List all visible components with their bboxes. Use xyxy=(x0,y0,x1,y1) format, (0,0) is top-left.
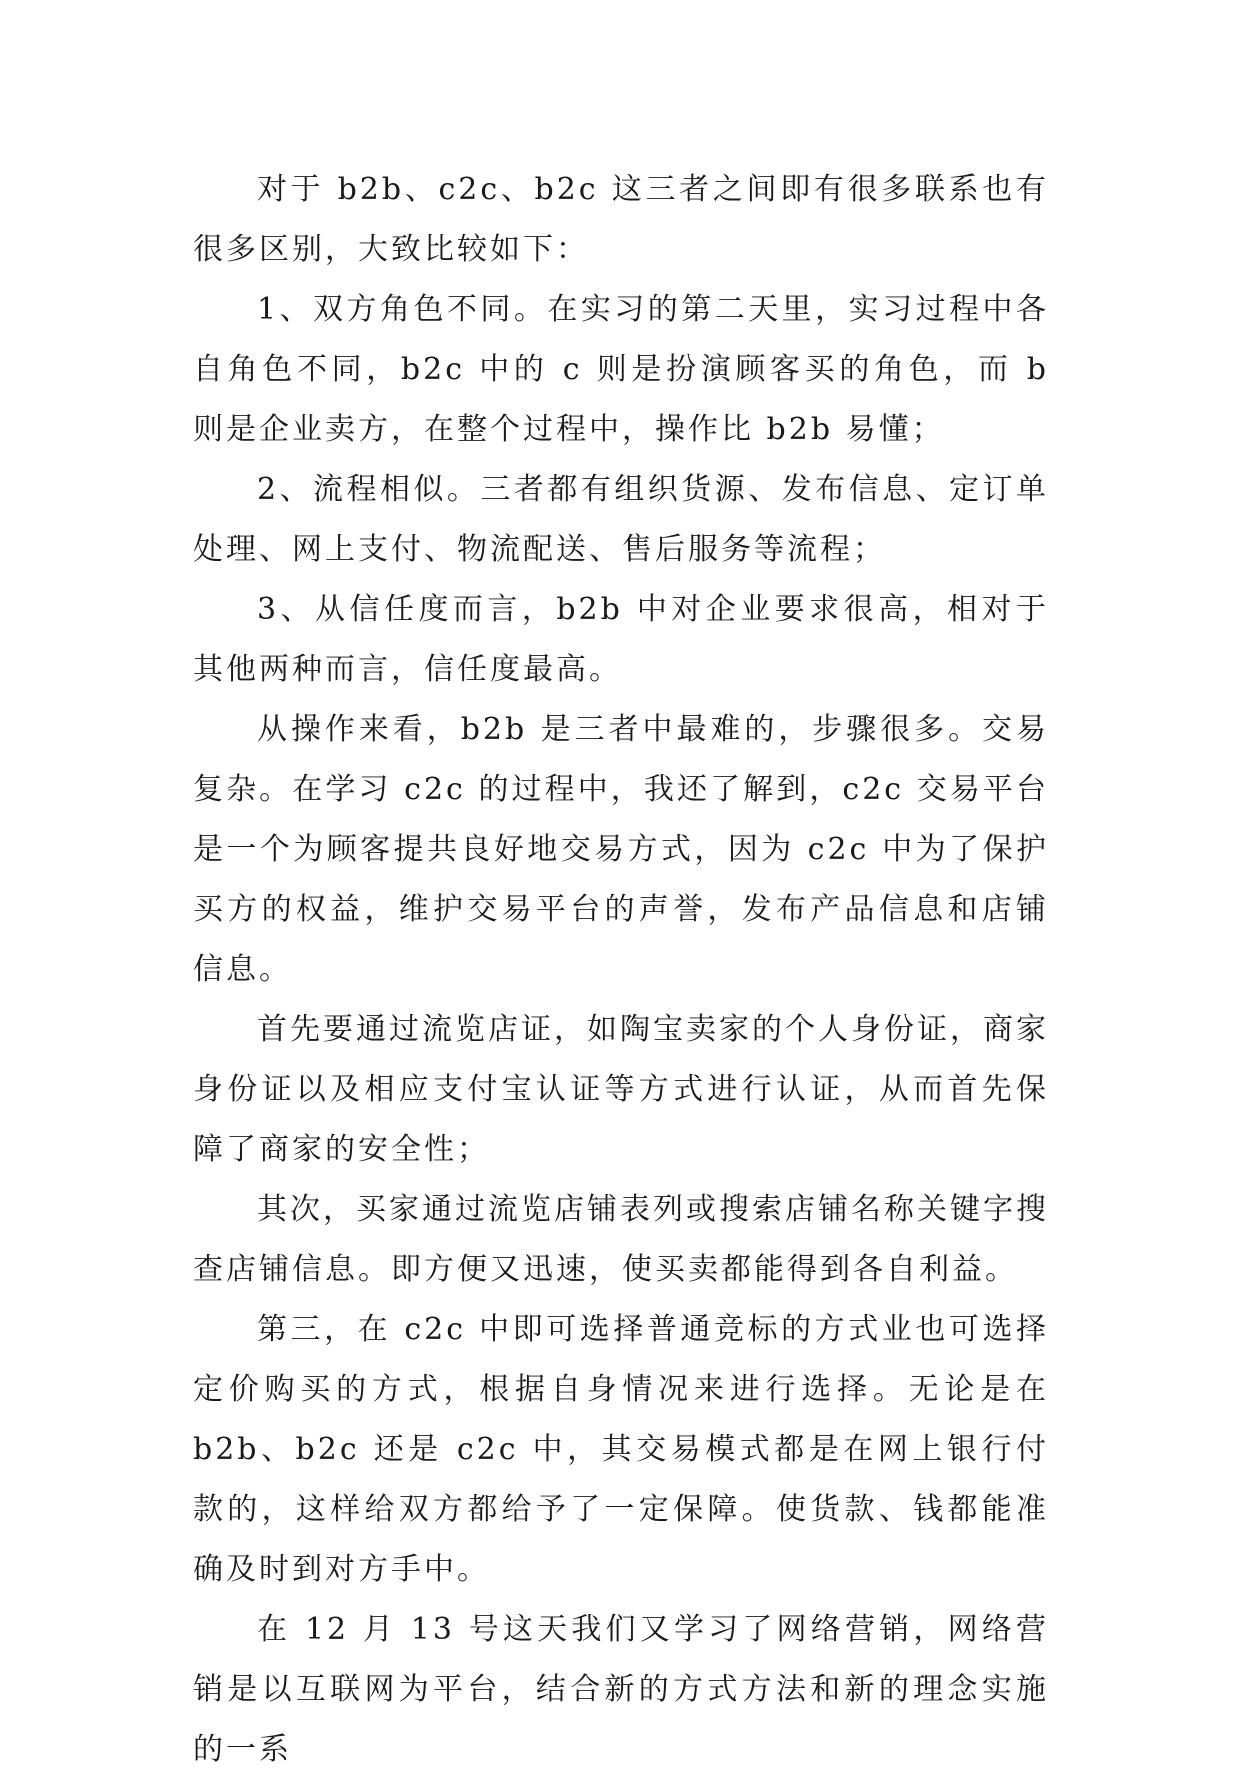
paragraph: 首先要通过流览店证，如陶宝卖家的个人身份证，商家身份证以及相应支付宝认证等方式进行认证，从而首先保障了商家的安全性； xyxy=(193,1012,1049,1167)
document-body xyxy=(193,160,1049,1780)
paragraph: 2、流程相似。三者都有组织货源、发布信息、定订单处理、网上支付、物流配送、售后服务等流程； xyxy=(193,472,1049,567)
paragraph: 第三，在 c2c 中即可选择普通竞标的方式业也可选择定价购买的方式，根据自身情况来进行选择。无论是在 b2b、b2c 还是 c2c 中，其交易模式都是在网上银行付款的，这样给双方都给予了一定保障。使货款、钱都能准确及时到对方手中。 xyxy=(193,1312,1049,1587)
paragraph: 1、双方角色不同。在实习的第二天里，实习过程中各自角色不同，b2c 中的 c 则是扮演顾客买的角色，而 b 则是企业卖方，在整个过程中，操作比 b2b 易懂； xyxy=(193,292,1049,447)
paragraph: 从操作来看，b2b 是三者中最难的，步骤很多。交易复杂。在学习 c2c 的过程中，我还了解到，c2c 交易平台是一个为顾客提共良好地交易方式，因为 c2c 中为了保护买方的权益，维护交易平台的声誉，发布产品信息和店铺信息。 xyxy=(193,712,1049,987)
paragraph: 其次，买家通过流览店铺表列或搜索店铺名称关键字搜查店铺信息。即方便又迅速，使买卖都能得到各自利益。 xyxy=(193,1192,1049,1287)
paragraph: 在 12 月 13 号这天我们又学习了网络营销，网络营销是以互联网为平台，结合新的方式方法和新的理念实施的一系 xyxy=(193,1612,1049,1767)
paragraph: 对于 b2b、c2c、b2c 这三者之间即有很多联系也有很多区别，大致比较如下： xyxy=(193,172,1049,267)
paragraph: 3、从信任度而言，b2b 中对企业要求很高，相对于其他两种而言，信任度最高。 xyxy=(193,592,1049,687)
